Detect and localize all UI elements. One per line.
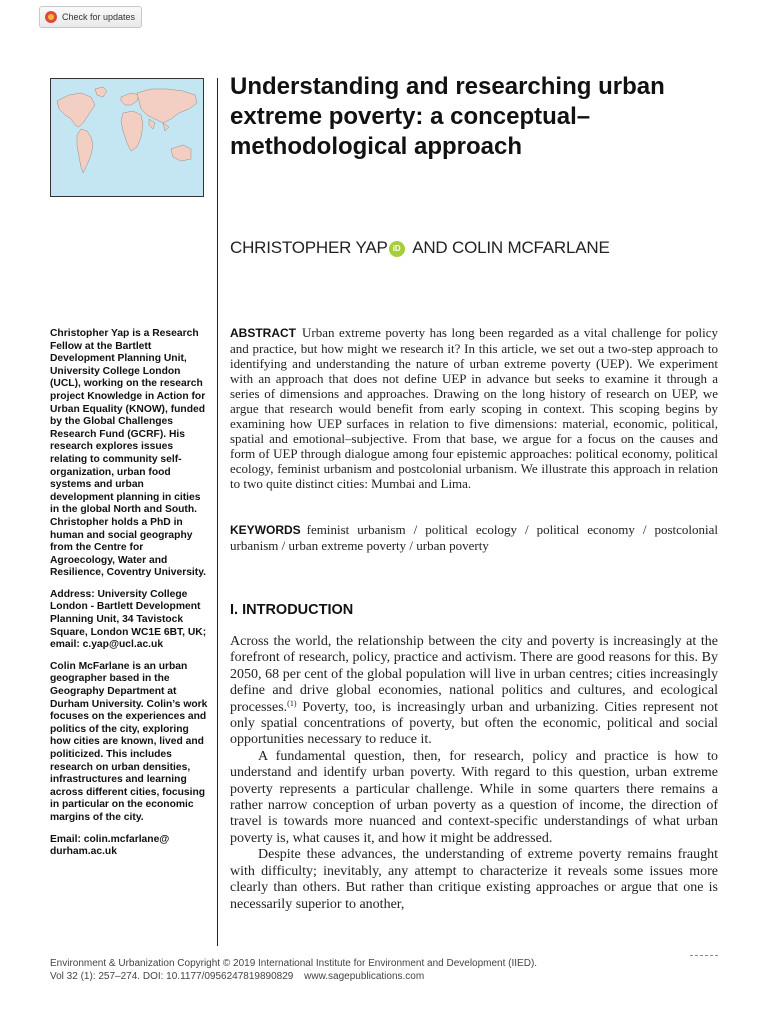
- section-heading: I. INTRODUCTION: [230, 602, 354, 618]
- author-name-yap: CHRISTOPHER YAP: [230, 238, 388, 257]
- author-bio-sidebar: [50, 328, 210, 868]
- author-name-mcfarlane: AND COLIN MCFARLANE: [412, 238, 610, 257]
- world-map-image: [50, 78, 204, 197]
- citation-line: [50, 970, 730, 983]
- address-block: Address: University College London - Bartlett Development Planning Unit, 34 Tavistock Square, London WC1E 6BT, UK; email: c.yap@ucl.ac.uk: [50, 588, 207, 651]
- check-for-updates-label: Check for updates: [62, 12, 136, 22]
- column-divider: [217, 78, 218, 946]
- keywords-text: feminist urbanism / political ecology / political economy / postcolonial urbanism / urban extreme poverty / urban poverty: [230, 522, 718, 553]
- body-paragraph-1-text: Across the world, the relationship between the city and poverty is increasingly at the forefront of research, policy, practice and activism. There are good reasons for this. By 2050, 68 per cent of the global population will live in urban centres; cities increasingly define and drive global economies, national politics and cultures, and ecological processes.: [230, 634, 718, 715]
- page-footer: [50, 957, 730, 983]
- body-paragraph-3: Despite these advances, the understanding of extreme poverty remains fraught with difficulty; inevitably, any attempt to characterize it reveals some issues more clearly than others. But rather than critique existing approaches or argue that one is necessarily superior to another,: [230, 847, 718, 912]
- keywords-label: KEYWORDS: [230, 523, 301, 537]
- body-paragraph-1-cont: Poverty, too, is increasingly urban and urbanizing. Cities represent not only spatial concentrations of poverty, but often the economic, political and social opportunities necessary to reduce it.: [230, 699, 718, 748]
- body-text: [230, 634, 718, 946]
- abstract: [230, 325, 718, 491]
- bio-yap: Christopher Yap is a Research Fellow at the Bartlett Development Planning Unit, University College London (UCL), working on the research project Knowledge in Action for Urban Equality (KNOW), funded by the Global Challenges Research Fund (GCRF). His research explores issues relating to community self-organization, urban food systems and urban development planning in cities in the global North and South. Christopher holds a PhD in human and social geography from the Centre for Agroecology, Water and Resilience, Coventry University.: [50, 328, 207, 579]
- citation-text: Vol 32 (1): 257–274. DOI: 10.1177/0956247819890829: [50, 971, 294, 982]
- abstract-text: Urban extreme poverty has long been regarded as a vital challenge for policy and practice, but how might we research it? In this article, we set out a two-step approach to identifying and understanding the nature of urban extreme poverty (UEP). We experiment with an approach that does not define UEP in advance but seeks to examine it through a series of dimensions and approaches. Drawing on the long history of research on UEP, we argue that research would benefit from early scoping in context. This scoping begins by examining how UEP surfaces in relation to five dimensions: material, economic, political, spatial and emotional–subjective. From that base, we argue for a focus on the causes and form of UEP through dialogue among four epistemic approaches: political economy, political ecology, feminist urbanism and postcolonial urbanism. We illustrate this approach in relation to two quite distinct cities: Mumbai and Lima.: [230, 325, 718, 491]
- copyright-line: Environment & Urbanization Copyright © 2019 International Institute for Environment and Development (IIED).: [50, 958, 538, 969]
- orcid-icon[interactable]: iD: [389, 241, 405, 257]
- keywords: [230, 522, 718, 553]
- abstract-label: ABSTRACT: [230, 326, 296, 340]
- crossmark-icon: [45, 11, 57, 23]
- author-line: [230, 238, 750, 258]
- email-block: Email: colin.mcfarlane@ durham.ac.uk: [50, 833, 170, 858]
- footnote-ref-1[interactable]: (1): [287, 698, 297, 708]
- check-for-updates-badge[interactable]: [39, 6, 142, 28]
- publisher-url[interactable]: www.sagepublications.com: [304, 971, 425, 982]
- article-title: Understanding and researching urban extreme poverty: a conceptual–methodological approach: [230, 73, 665, 160]
- body-paragraph-1: [230, 634, 718, 749]
- body-paragraph-2: A fundamental question, then, for research, policy and practice is how to understand and identify urban poverty. With regard to this question, urban extreme poverty represents a particular challenge. While in some quarters there remains a rather narrow conception of urban poverty as a question of income, the direction of travel is towards more nuanced and context-specific understandings of what urban poverty is, what causes it, and how it might be addressed.: [230, 748, 718, 846]
- world-map-icon: [51, 79, 204, 197]
- bio-mcfarlane: Colin McFarlane is an urban geographer based in the Geography Department at Durham University. Colin’s work focuses on the experiences and politics of the city, exploring how cities are known, lived and politicized. This includes research on urban densities, infrastructures and learning across different cities, focusing in particular on the economic margins of the city.: [50, 660, 208, 823]
- page-number-mark: [690, 955, 718, 956]
